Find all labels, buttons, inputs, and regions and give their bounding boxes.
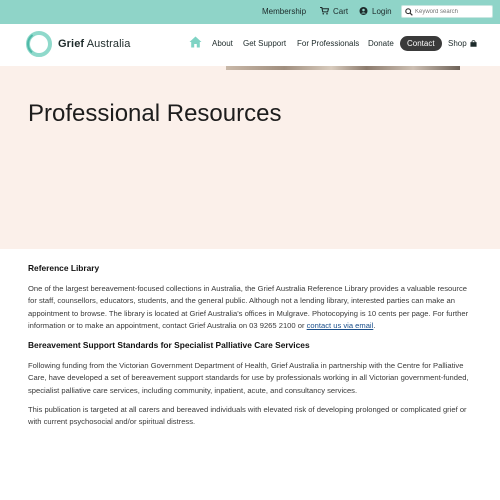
reference-library-heading: Reference Library [28,263,100,273]
contact-email-link[interactable]: contact us via email [306,320,374,330]
bag-icon [470,40,477,47]
contact-button[interactable]: Contact [400,36,442,51]
home-icon[interactable] [189,36,202,48]
logo-ring-icon [25,30,53,58]
search-input[interactable] [415,6,491,17]
search-box [401,5,493,18]
login-label: Login [372,7,392,16]
cart-label: Cart [333,7,349,16]
nav-about[interactable]: About [212,39,233,48]
reference-library-period: . [373,320,376,330]
user-circle-icon [359,7,368,15]
nav-for-professionals[interactable]: For Professionals [297,39,360,48]
reference-library-paragraph [28,283,472,332]
cart-icon [320,7,329,15]
standards-paragraph-2: This publication is targeted at all carers and bereaved individuals with elevated risk of developing prolonged or complicated grief or with current psychosocial and/or spiritual distress. [28,405,467,427]
main-content [28,262,472,429]
cart-link[interactable] [320,0,348,24]
main-header [0,24,500,66]
logo-text-light: Australia [84,38,131,50]
login-link[interactable] [359,0,392,24]
search-icon[interactable] [405,8,413,16]
logo-text [58,38,130,50]
reference-library-text: One of the largest bereavement-focused collections in Australia, the Grief Australia Reference Library provides a valuable resource for staff, counsellors, educators, students, and the general public. Although not a lending library, interested parties can make an appointment to browse. The library is located at Grief Australia's offices in Mulgrave. Photocopying is 10 cents per page. For further information or to make an appointment, contact Grief Australia on 03 9265 2100 or [28,284,469,330]
utility-bar [0,0,500,24]
nav-donate[interactable]: Donate [368,39,394,48]
membership-link[interactable]: Membership [262,7,307,16]
shop-label: Shop [448,39,467,48]
standards-paragraph-1: Following funding from the Victorian Government Department of Health, Grief Australia in partnership with the Centre for Palliative Care, have developed a set of bereavement support standards for use by professionals working in all Victorian government-funded, specialist palliative care services, including community, inpatient, acute, and consultancy services. [28,361,469,395]
nav-get-support[interactable]: Get Support [243,39,287,48]
hero-banner [0,66,500,249]
standards-heading: Bereavement Support Standards for Specialist Palliative Care Services [28,340,310,351]
page-title: Professional Resources [28,100,282,127]
nav-shop[interactable] [448,36,477,52]
hero-image-strip [226,66,460,70]
logo-text-bold: Grief [58,38,85,50]
